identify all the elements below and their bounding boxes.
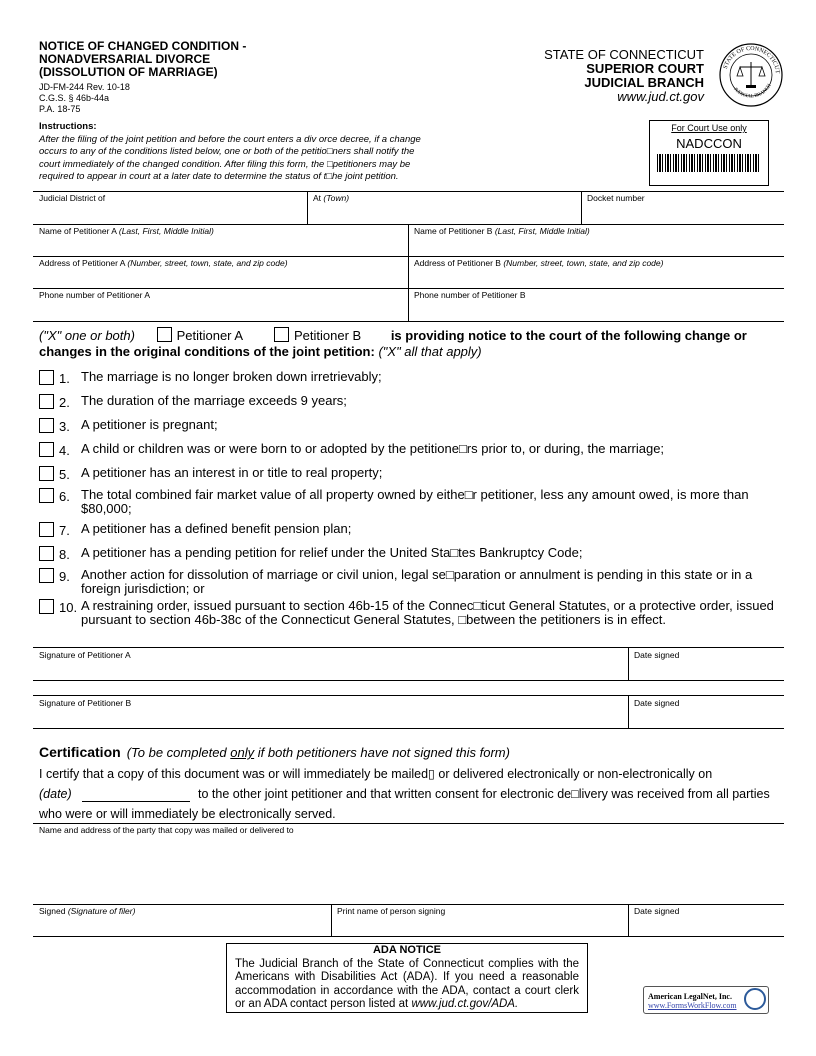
condition-text: A restraining order, issued pursuant to section 46b-15 of the Connec□ticut General Statutes, or a protective order, issued pursuant to section 46b-38c of the Connecticut General Statutes, □between the petitioners is in effect. xyxy=(81,598,774,627)
judicial-seal-icon xyxy=(718,42,784,108)
divider xyxy=(33,695,784,696)
petitioner-b-address-field[interactable] xyxy=(414,258,663,268)
divider xyxy=(33,823,784,824)
signature-b-field[interactable] xyxy=(39,698,131,708)
divider xyxy=(331,904,332,936)
condition-item xyxy=(39,488,779,516)
ada-link[interactable]: www.jud.ct.gov/ADA. xyxy=(411,998,519,1010)
print-name-field[interactable] xyxy=(337,906,445,916)
petitioner-a-phone-label: Phone number of Petitioner A xyxy=(39,290,151,300)
notice-line-2: changes in the original conditions of the joint petition: xyxy=(39,344,375,359)
court-use-label: For Court Use only xyxy=(671,123,747,133)
petitioner-b-name-field[interactable] xyxy=(414,226,590,236)
certification-line-1: I certify that a copy of this document was or will immediately be mailed▯ or delivered electronically or non-electronically on xyxy=(39,767,713,781)
filer-signature-label: Signed xyxy=(39,906,66,916)
all-apply-hint: ("X" all that apply) xyxy=(378,344,482,359)
condition-checkbox[interactable] xyxy=(39,522,54,537)
town-field[interactable] xyxy=(313,193,349,203)
condition-item xyxy=(39,546,779,562)
condition-text: A petitioner has a pending petition for relief under the United Sta□tes Bankruptcy Code; xyxy=(81,545,583,560)
condition-text: A petitioner has an interest in or title to real property; xyxy=(81,465,383,480)
instructions-line: After the filing of the joint petition and before the court enters a div orce decree, if a change xyxy=(39,133,421,145)
condition-text: A child or children was or were born to or adopted by the petitione□rs prior to, or during, the marriage; xyxy=(81,441,665,456)
state-name: STATE OF CONNECTICUT xyxy=(544,47,704,62)
notice-statement xyxy=(39,327,779,360)
court-name: SUPERIOR COURT xyxy=(586,61,704,76)
instructions xyxy=(39,121,489,184)
certification-heading xyxy=(39,744,510,760)
name-address-field[interactable] xyxy=(39,825,294,835)
signature-a-field[interactable] xyxy=(39,650,131,660)
divider xyxy=(628,647,629,680)
address-hint: (Number, street, town, state, and zip code) xyxy=(127,258,288,268)
condition-item xyxy=(39,466,779,482)
date-a-label: Date signed xyxy=(634,650,680,660)
signature-b-label: Signature of Petitioner B xyxy=(39,698,132,708)
certification-sub-only: only xyxy=(230,745,255,760)
form-meta xyxy=(39,82,130,115)
petitioner-a-name-field[interactable] xyxy=(39,226,214,236)
condition-checkbox[interactable] xyxy=(39,599,54,614)
title-line-1: NOTICE OF CHANGED CONDITION - xyxy=(39,39,247,53)
date-b-label: Date signed xyxy=(634,698,680,708)
certification-sub-post: if both petitioners have not signed this form) xyxy=(254,745,510,760)
town-label: At xyxy=(313,193,322,203)
divider xyxy=(307,191,308,224)
divider xyxy=(408,224,409,321)
instructions-line: required to appear in court at a later date to determine the status of t□he joint petition. xyxy=(39,171,399,182)
town-hint: (Town) xyxy=(323,193,350,203)
name-hint: (Last, First, Middle Initial) xyxy=(118,226,214,236)
condition-number: 3. xyxy=(59,419,70,434)
date-input[interactable] xyxy=(82,801,190,802)
divider xyxy=(33,647,784,648)
print-name-label: Print name of person signing xyxy=(337,906,446,916)
seal-text-bottom: JUDICIAL BRANCH xyxy=(732,83,773,100)
name-address-label: Name and address of the party that copy was mailed or delivered to xyxy=(39,825,294,835)
divider xyxy=(581,191,582,224)
notice-line-1: is providing notice to the court of the following change or xyxy=(390,328,747,343)
globe-icon xyxy=(744,988,766,1010)
petitioner-a-address-field[interactable] xyxy=(39,258,288,268)
filer-date-field[interactable] xyxy=(634,906,679,916)
signature-a-label: Signature of Petitioner A xyxy=(39,650,131,660)
divider xyxy=(33,680,784,681)
docket-number-label: Docket number xyxy=(587,193,645,203)
form-title xyxy=(39,40,246,79)
condition-number: 8. xyxy=(59,547,70,562)
petitioner-a-address-label: Address of Petitioner A xyxy=(39,258,125,268)
condition-number: 7. xyxy=(59,523,70,538)
date-a-field[interactable] xyxy=(634,650,679,660)
divider xyxy=(33,936,784,937)
title-line-3: (DISSOLUTION OF MARRIAGE) xyxy=(39,65,218,79)
publisher-logo xyxy=(643,986,769,1014)
condition-number: 4. xyxy=(59,443,70,458)
petitioner-b-address-label: Address of Petitioner B xyxy=(414,258,501,268)
filer-signature-hint: (Signature of filer) xyxy=(67,906,136,916)
date-b-field[interactable] xyxy=(634,698,679,708)
certification-title: Certification xyxy=(39,744,121,760)
name-hint: (Last, First, Middle Initial) xyxy=(494,226,590,236)
court-use-box xyxy=(649,120,769,186)
ada-body: The Judicial Branch of the State of Connecticut complies with the Americans with Disabilities Act (ADA). If you need a reasonable accommodation in accordance with the ADA, contact a court clerk or an ADA contact person listed at xyxy=(235,957,579,1010)
petitioner-b-checkbox[interactable] xyxy=(274,327,289,342)
petitioner-a-checkbox[interactable] xyxy=(157,327,172,342)
condition-checkbox[interactable] xyxy=(39,442,54,457)
divider xyxy=(33,191,784,192)
condition-checkbox[interactable] xyxy=(39,568,54,583)
condition-text: A petitioner is pregnant; xyxy=(81,417,218,432)
judicial-district-label: Judicial District of xyxy=(39,193,106,203)
condition-number: 9. xyxy=(59,569,70,584)
condition-item xyxy=(39,599,779,627)
condition-number: 10. xyxy=(59,600,78,615)
condition-item xyxy=(39,370,779,386)
ada-notice xyxy=(226,943,588,1013)
petitioner-a-phone-field[interactable] xyxy=(39,290,150,300)
petitioner-a-option: Petitioner A xyxy=(176,328,243,343)
divider xyxy=(628,904,629,936)
condition-checkbox[interactable] xyxy=(39,466,54,481)
condition-item xyxy=(39,394,779,410)
divider xyxy=(33,321,784,322)
filer-signature-field[interactable] xyxy=(39,906,135,916)
condition-item xyxy=(39,522,779,538)
divider xyxy=(33,904,784,905)
divider xyxy=(33,728,784,729)
instructions-heading: Instructions: xyxy=(39,121,97,132)
publisher-name: American LegalNet, Inc. xyxy=(648,992,732,1001)
condition-number: 6. xyxy=(59,489,70,504)
condition-text: The marriage is no longer broken down irretrievably; xyxy=(81,369,382,384)
statute-ref: C.G.S. § 46b-44a xyxy=(39,93,110,103)
certification-sub-pre: (To be completed xyxy=(126,745,231,760)
form-number: JD-FM-244 Rev. 10-18 xyxy=(39,82,130,92)
instructions-line: occurs to any of the conditions listed below, one or both of the petitio□ners shall notify the xyxy=(39,146,415,157)
court-use-code: NADCCON xyxy=(676,136,742,151)
x-hint: ("X" one or both) xyxy=(39,328,135,343)
website: www.jud.ct.gov xyxy=(617,89,704,104)
condition-checkbox[interactable] xyxy=(39,546,54,561)
seal-text-top: STATE OF CONNECTICUT xyxy=(722,45,781,74)
condition-text: The duration of the marriage exceeds 9 years; xyxy=(81,393,347,408)
condition-text: The total combined fair market value of all property owned by eithe□r petitioner, less any amount owed, is more than $80,000; xyxy=(81,487,749,516)
condition-checkbox[interactable] xyxy=(39,418,54,433)
ada-heading: ADA NOTICE xyxy=(372,944,442,956)
instructions-line: court immediately of the changed condition. After filing this form, the □petitioners may be xyxy=(39,158,411,170)
petitioner-b-name-label: Name of Petitioner B xyxy=(414,226,493,236)
court-header xyxy=(520,48,704,104)
judicial-district-field[interactable] xyxy=(39,193,105,203)
divider xyxy=(628,695,629,728)
title-line-2: NONADVERSARIAL DIVORCE xyxy=(39,52,211,66)
condition-item xyxy=(39,418,779,434)
filer-date-label: Date signed xyxy=(634,906,680,916)
petitioner-a-name-label: Name of Petitioner A xyxy=(39,226,117,236)
condition-item xyxy=(39,442,779,458)
condition-number: 2. xyxy=(59,395,70,410)
branch-name: JUDICIAL BRANCH xyxy=(584,75,704,90)
condition-checkbox[interactable] xyxy=(39,370,54,385)
petitioner-b-phone-field[interactable] xyxy=(414,290,526,300)
certification-line-2: to the other joint petitioner and that written consent for electronic de□livery was received from all parties xyxy=(198,787,770,801)
condition-number: 1. xyxy=(59,371,70,386)
condition-text: Another action for dissolution of marriage or civil union, legal se□paration or annulment is pending in this state or in a foreign jurisdiction; or xyxy=(81,567,753,596)
condition-text: A petitioner has a defined benefit pension plan; xyxy=(81,521,352,536)
condition-checkbox[interactable] xyxy=(39,394,54,409)
condition-item xyxy=(39,568,779,596)
publisher-url[interactable]: www.FormsWorkFlow.com xyxy=(648,1001,737,1010)
certification-line-3: who were or will immediately be electronically served. xyxy=(39,807,336,821)
condition-number: 5. xyxy=(59,467,70,482)
docket-number-field[interactable] xyxy=(587,193,645,203)
petitioner-b-option: Petitioner B xyxy=(293,328,362,343)
address-hint: (Number, street, town, state, and zip code) xyxy=(503,258,664,268)
barcode-icon xyxy=(657,154,761,172)
petitioner-b-phone-label: Phone number of Petitioner B xyxy=(414,290,526,300)
public-act-ref: P.A. 18-75 xyxy=(39,104,81,114)
date-label: (date) xyxy=(39,787,72,801)
condition-checkbox[interactable] xyxy=(39,488,54,503)
